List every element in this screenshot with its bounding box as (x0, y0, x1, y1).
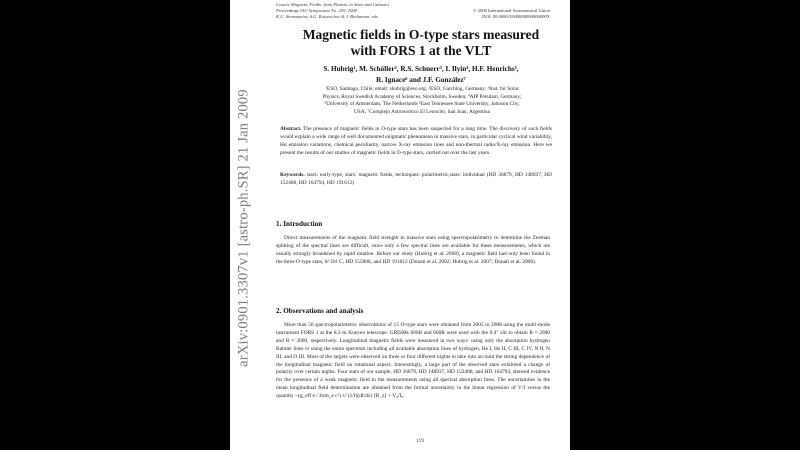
author-list (276, 64, 566, 86)
author-line: S. Hubrig¹, M. Schöller², R.S. Schnerr³, I. Ilyin⁴, H.F. Henrichs⁵, (323, 65, 519, 73)
paragraph: More than 50 spectropolarimetric observations of 15 O-type stars were obtained from 2005 to 2008 using the multi-mode instrument FORS 1 at the 8.2-m Kueyen telescope. GRISMs 600B and 600R were used with the 0.4″ slit to obtain R ≈ 2000 and R ≈ 3000, respectively. Longitudinal magnetic fields were measured in two ways: using only the absorption hydrogen Balmer lines or using the entire spectrum including all available absorption lines of hydrogen, He I, He II, C III, C IV, N II, N III, and O III. Most of the targets were observed on three or four different nights to take into account the strong dependence of the longitudinal magnetic field on rotational aspect. Interestingly, a large part of the observed stars exhibited a change of polarity over certain nights. Four stars of our sample, HD 36879, HD 148937, HD 152408, and HD 164794, showed evidence for the presence of a weak magnetic field in the measurements using all spectral absorption lines. The uncertainties in the mean longitudinal field determination are obtained from the formal uncertainty in the linear regression of V/I versus the quantity −(g_eff e / 4πm_e c²) λ² (1/I)(dI/dλ) ⟨B_z⟩ + V₀/I₀. (276, 322, 550, 400)
affiliation-line: Physics, Royal Swedish Academy of Sciences, Stockholm, Sweden; ⁴AIP Potsdam, Germany; (322, 93, 522, 100)
title-line: with FORS 1 at the VLT (350, 43, 492, 58)
journal-line: Proceedings IAU Symposium No. 259, 2008 (276, 8, 357, 13)
section-text-observations (276, 322, 550, 401)
author-line: R. Ignace⁶ and J.F. González⁷ (376, 76, 466, 84)
keywords (280, 172, 552, 188)
paper-title (276, 27, 566, 59)
section-heading-introduction: 1. Introduction (276, 220, 323, 228)
publisher-header (473, 2, 550, 20)
abstract-label: Abstract. (280, 126, 302, 132)
affiliation-line: ⁵University of Amsterdam, The Netherlands ⁶East Tennessee State University, Johnson City, (324, 101, 520, 108)
affiliation-line: USA; ⁷Complejo Astronomico El Leoncito, San Juan, Argentina (353, 108, 491, 115)
doi: DOI: 00.0000/X000000000000000X (482, 14, 550, 19)
title-line: Magnetic fields in O-type stars measured (302, 27, 540, 42)
page-number: 119 (415, 438, 425, 444)
abstract-text: The presence of magnetic fields in O-type stars has been suspected for a long time. The discovery of such fields would explain a wide range of well documented enigmatic phenomena in massive stars, in particular cyclical wind variability, Hα emission variations, chemical peculiarity, narrow X-ray emission lines and non-thermal radio/X-ray emission. Here we present the results of our studies of magnetic fields in O-type stars, carried out over the last years. (280, 126, 552, 156)
arxiv-id: arXiv:0901.3307v1 [astro-ph.SR] 21 Jan 2009 (235, 89, 252, 367)
arxiv-stamp (234, 88, 254, 368)
affiliations (282, 86, 562, 116)
affiliation-line: ¹ESO, Santiago, Chile; email: shubrig@eso.org; ²ESO, Garching, Germany; ³Inst. for Solar (325, 86, 519, 92)
journal-line: K.G. Strassmeier, A.G. Kosovichev & J. Beckmann, eds. (276, 14, 379, 19)
section-heading-observations: 2. Observations and analysis (276, 307, 364, 315)
journal-header (276, 2, 389, 20)
journal-line: Cosmic Magnetic Fields: from Planets, to Stars and Galaxies (276, 2, 390, 7)
abstract (280, 126, 552, 158)
copyright: © 2008 International Astronomical Union (473, 8, 550, 13)
section-text-introduction (276, 235, 550, 267)
paragraph: Direct measurements of the magnetic field strength in massive stars using spectropolarimetry to determine the Zeeman splitting of the spectral lines are difficult, since only a few spectral lines are available for these measurements, which are usually strongly broadened by rapid rotation. Before our study (Hubrig et al. 2008), a magnetic field had only been found in the three O-type stars, θ¹ Ori C, HD 155806, and HD 191612 (Donati et al. 2002; Hubrig et al. 2007; Donati et al. 2006). (276, 235, 550, 265)
keywords-text: stars: early-type, stars: magnetic fields, techniques: polarimetric,stars: individual (HD 36879, HD 148937, HD 152408, HD 164794, HD 191612) (280, 172, 552, 186)
keywords-label: Keywords. (280, 172, 305, 178)
